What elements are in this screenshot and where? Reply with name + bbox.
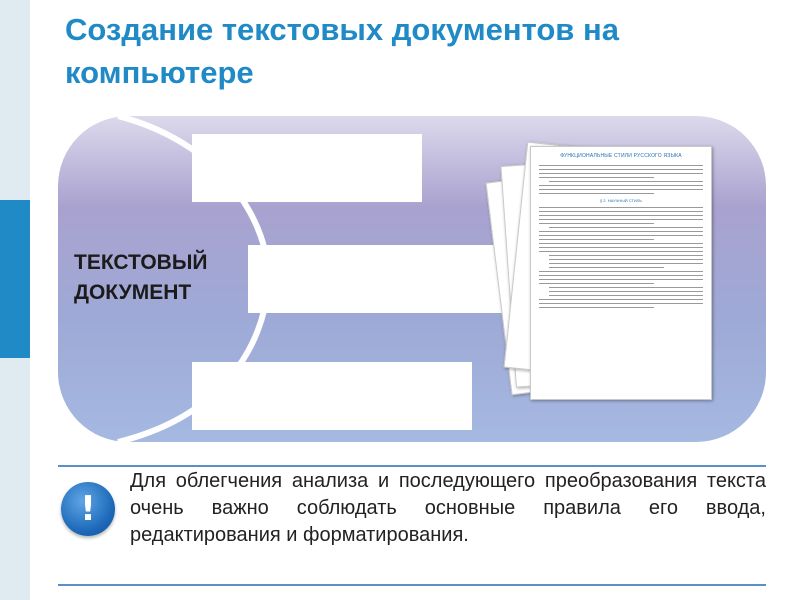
- exclamation-icon: !: [61, 482, 115, 536]
- document-page-front: [530, 146, 712, 400]
- document-heading: ФУНКЦИОНАЛЬНЫЕ СТИЛИ РУССКОГО ЯЗЫКА: [560, 153, 682, 159]
- placeholder-box-2: [248, 245, 506, 313]
- text-document-label: ТЕКСТОВЫЙ ДОКУМЕНТ: [74, 251, 208, 304]
- note-text: Для облегчения анализа и последующего преобразования текста очень важно соблюдать основные правила его ввода, редактирования и форматирования.: [130, 470, 766, 546]
- separator-bottom: [58, 584, 766, 586]
- slide-title: Создание текстовых документов на компьютере: [65, 12, 619, 90]
- document-subheading: § 2. НАУЧНЫЙ СТИЛЬ: [599, 198, 643, 203]
- side-strip-accent: [0, 200, 30, 358]
- placeholder-box-3: [192, 362, 472, 430]
- separator-top: [58, 465, 766, 467]
- placeholder-box-1: [192, 134, 422, 202]
